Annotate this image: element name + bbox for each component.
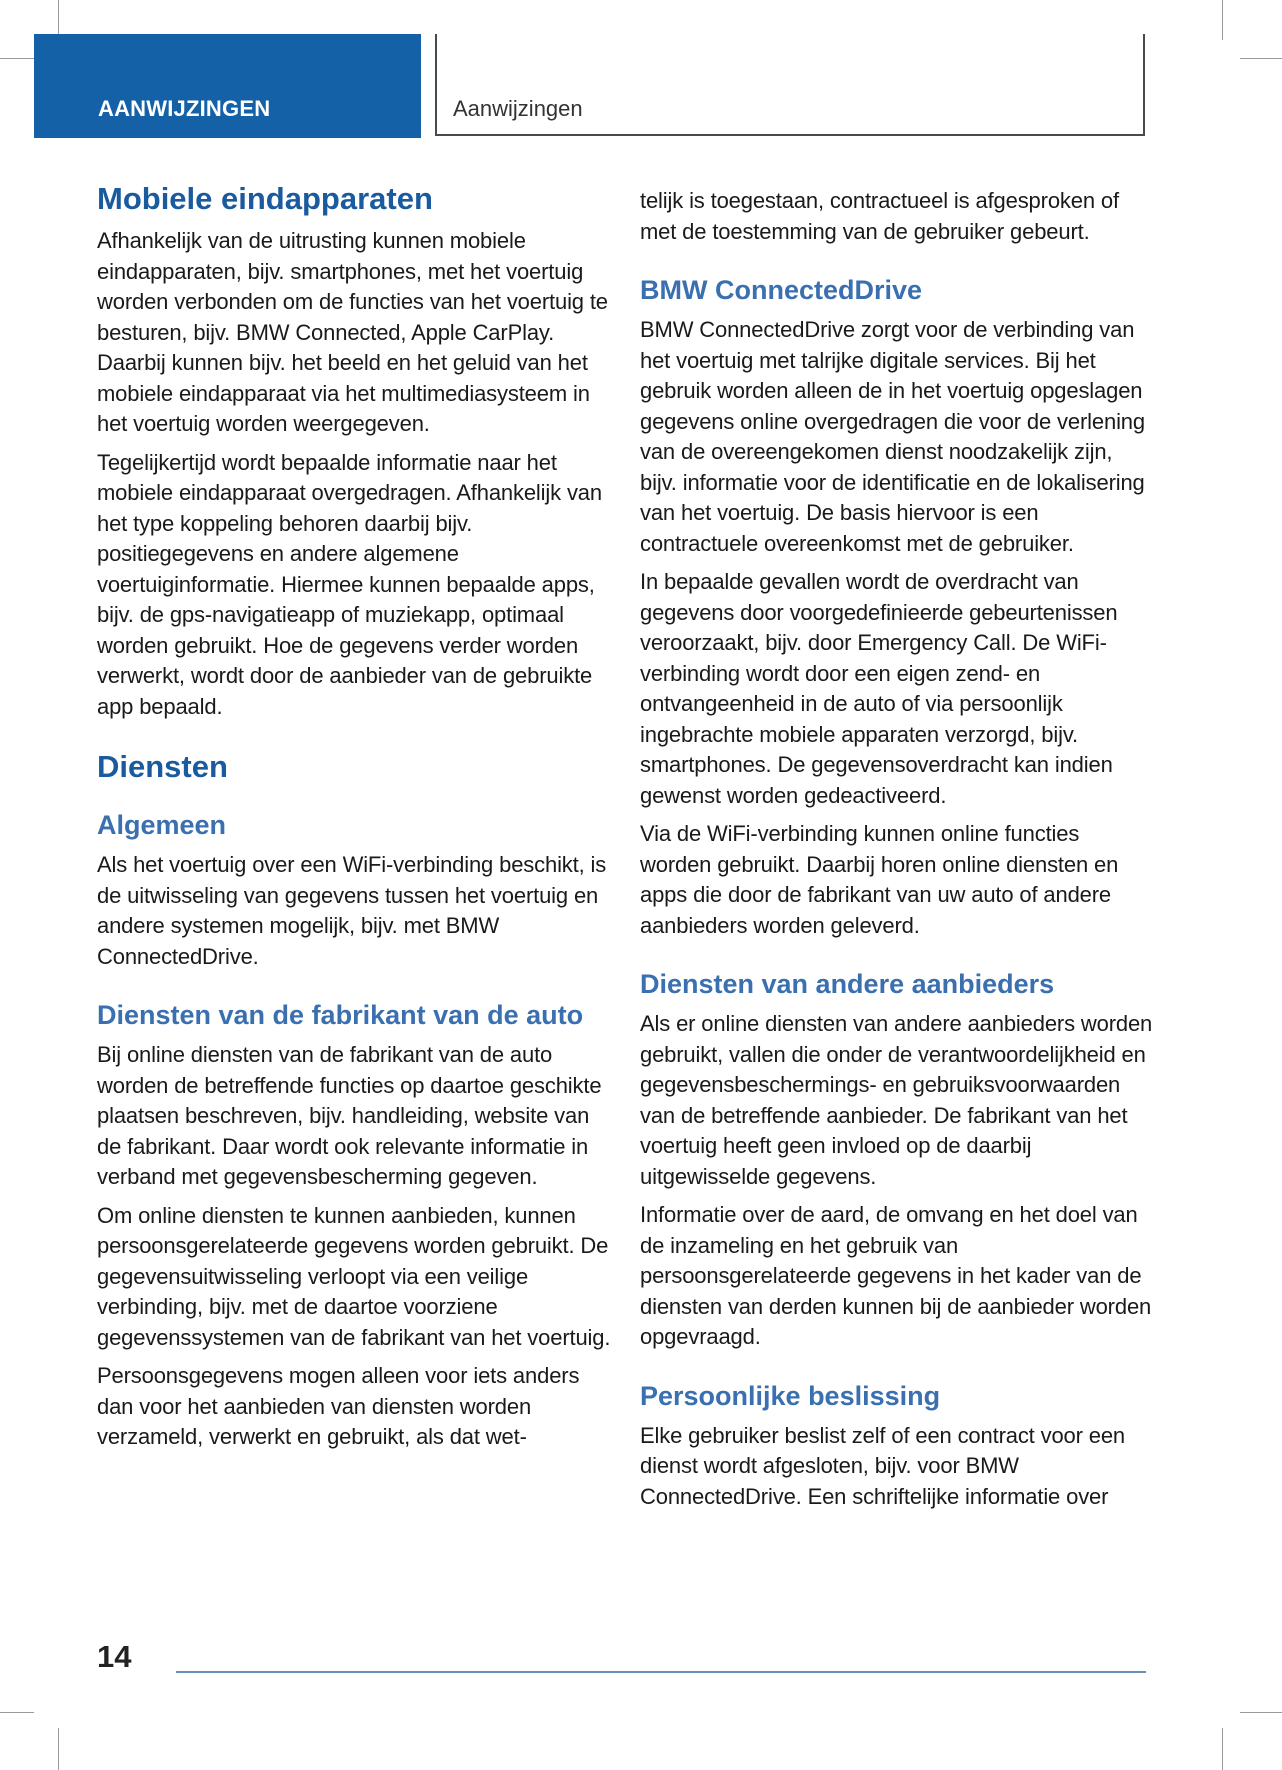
right-column — [640, 186, 1155, 1512]
paragraph: Elke gebruiker beslist zelf of een contract voor een dienst wordt afgesloten, bijv. voor BMW ConnectedDrive. Een schriftelijke informatie over — [640, 1422, 1126, 1509]
crop-mark — [0, 1712, 34, 1713]
section-label: AANWIJZINGEN — [98, 96, 271, 121]
heading-algemeen: Algemeen — [97, 810, 227, 840]
paragraph: Om online diensten te kunnen aanbieden, kunnen persoonsgerelateerde gegevens worden gebruikt. De gegevensuitwisseling verloopt via een veilige verbinding, bijv. met de daartoe voorziene gegevenssystemen van de fabrikant van het voertuig. — [97, 1202, 611, 1350]
page-number: 14 — [97, 1639, 132, 1674]
heading-mobiele-eindapparaten: Mobiele eindapparaten — [97, 181, 433, 216]
left-column — [97, 180, 612, 1453]
header-breadcrumb-box — [435, 34, 1145, 136]
paragraph: Tegelijkertijd wordt bepaalde informatie naar het mobiele eindapparaat overgedragen. Afhankelijk van het type koppeling behoren daarbij bijv. positiegegevens en andere algemene voertuiginformatie. Hiermee kunnen bepaalde apps, bijv. de gps-navigatieapp of muziekapp, optimaal worden gebruikt. Hoe de gegevens verder worden verwerkt, wordt door de aanbieder van de gebruikte app bepaald. — [97, 449, 602, 719]
section-header-tab — [34, 34, 421, 138]
heading-persoonlijke-beslissing: Persoonlijke beslissing — [640, 1380, 941, 1411]
paragraph: Afhankelijk van de uitrusting kunnen mobiele eindapparaten, bijv. smartphones, met het voertuig worden verbonden om de functies van het voertuig te besturen, bijv. BMW Connected, Apple CarPlay. Daarbij kunnen bijv. het beeld en het geluid van het mobiele eindapparaat via het multimediasysteem in het voertuig worden weergegeven. — [97, 228, 608, 436]
crop-mark — [1240, 1712, 1282, 1713]
paragraph: Als het voertuig over een WiFi-verbinding beschikt, is de uitwisseling van gegevens tussen het voertuig en andere systemen mogelijk, bijv. met BMW ConnectedDrive. — [97, 852, 607, 969]
paragraph: Persoonsgegevens mogen alleen voor iets anders dan voor het aanbieden van diensten worden verzameld, verwerkt en gebruikt, als dat wet- — [97, 1363, 580, 1449]
heading-bmw-connecteddrive: BMW ConnectedDrive — [640, 275, 923, 305]
crop-mark — [1222, 0, 1223, 40]
heading-diensten-fabrikant: Diensten van de fabrikant van de auto — [97, 1000, 584, 1030]
paragraph: BMW ConnectedDrive zorgt voor de verbinding van het voertuig met talrijke digitale services. Bij het gebruik worden alleen de in het voertuig opgeslagen gegevens online overgedragen die voor de verlening van de overeengekomen dienst noodzakelijk zijn, bijv. informatie voor de identificatie en de lokalisering van het voertuig. De basis hiervoor is een contractuele overeenkomst met de gebruiker. — [640, 317, 1145, 556]
crop-mark — [58, 1728, 59, 1770]
footer-rule — [176, 1671, 1146, 1673]
paragraph: Via de WiFi-verbinding kunnen online functies worden gebruikt. Daarbij horen online diensten en apps die door de fabrikant van uw auto of andere aanbieders worden geleverd. — [640, 821, 1119, 938]
heading-diensten-andere-aanbieders: Diensten van andere aanbieders — [640, 969, 1055, 999]
crop-mark — [58, 0, 59, 34]
paragraph: Bij online diensten van de fabrikant van de auto worden de betreffende functies op daartoe geschikte plaatsen beschreven, bijv. handleiding, website van de fabrikant. Daar wordt ook relevante informatie in verband met gegevensbescherming gegeven. — [97, 1042, 602, 1189]
paragraph: In bepaalde gevallen wordt de overdracht van gegevens door voorgedefinieerde gebeurtenissen veroorzaakt, bijv. door Emergency Call. De WiFi-verbinding wordt door een eigen zend- en ontvangeenheid in de auto of via persoonlijk ingebrachte mobiele apparaten verzorgd, bijv. smartphones. De gegevensoverdracht kan indien gewenst worden gedeactiveerd. — [640, 569, 1118, 808]
paragraph: Als er online diensten van andere aanbieders worden gebruikt, vallen die onder de verantwoordelijkheid en gegevensbeschermings- en gebruiksvoorwaarden van de betreffende aanbieder. De fabrikant van het voertuig heeft geen invloed op de daarbij uitgewisselde gegevens. — [640, 1011, 1153, 1189]
heading-diensten: Diensten — [97, 749, 228, 784]
crop-mark — [1240, 58, 1282, 59]
paragraph: telijk is toegestaan, contractueel is afgesproken of met de toestemming van de gebruiker gebeurt. — [640, 188, 1119, 244]
crop-mark — [1222, 1728, 1223, 1770]
paragraph: Informatie over de aard, de omvang en het doel van de inzameling en het gebruik van persoonsgerelateerde gegevens in het kader van de diensten van derden kunnen bij de aanbieder worden opgevraagd. — [640, 1202, 1152, 1349]
breadcrumb: Aanwijzingen — [453, 96, 583, 121]
crop-mark — [0, 58, 34, 59]
